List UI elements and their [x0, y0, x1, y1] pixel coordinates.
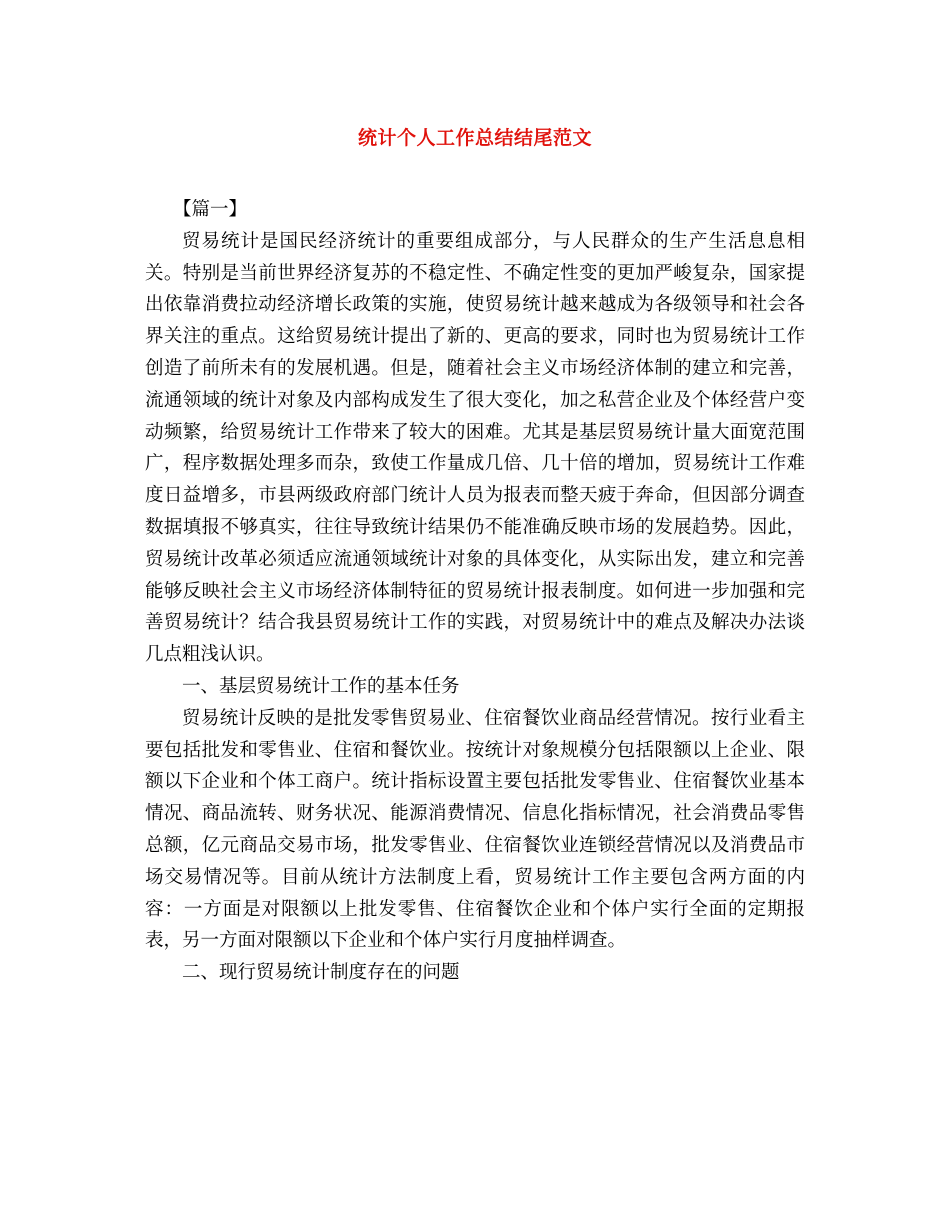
paragraph-basic-tasks: 贸易统计反映的是批发零售贸易业、住宿餐饮业商品经营情况。按行业看主要包括批发和零售业、住宿和餐饮业。按统计对象规模分包括限额以上企业、限额以下企业和个体工商户。统计指标设置主要包括批发零售业、住宿餐饮业基本情况、商品流转、财务状况、能源消费情况、信息化指标情况，社会消费品零售总额，亿元商品交易市场，批发零售业、住宿餐饮业连锁经营情况以及消费品市场交易情况等。目前从统计方法制度上看，贸易统计工作主要包含两方面的内容：一方面是对限额以上批发零售、住宿餐饮企业和个体户实行全面的定期报表，另一方面对限额以下企业和个体户实行月度抽样调查。 — [145, 707, 805, 952]
document-body — [145, 194, 805, 989]
heading-1: 一、基层贸易统计工作的基本任务 — [182, 675, 460, 697]
paragraph-intro: 贸易统计是国民经济统计的重要组成部分，与人民群众的生产生活息息相关。特别是当前世界经济复苏的不稳定性、不确定性变的更加严峻复杂，国家提出依靠消费拉动经济增长政策的实施，使贸易统计越来越成为各级领导和社会各界关注的重点。这给贸易统计提出了新的、更高的要求，同时也为贸易统计工作创造了前所未有的发展机遇。但是，随着社会主义市场经济体制的建立和完善，流通领域的统计对象及内部构成发生了很大变化，加之私营企业及个体经营户变动频繁，给贸易统计工作带来了较大的困难。尤其是基层贸易统计量大面宽范围广，程序数据处理多而杂，致使工作量成几倍、几十倍的增加，贸易统计工作难度日益增多，市县两级政府部门统计人员为报表而整天疲于奔命，但因部分调查数据填报不够真实，往往导致统计结果仍不能准确反映市场的发展趋势。因此，贸易统计改革必须适应流通领域统计对象的具体变化，从实际出发，建立和完善能够反映社会主义市场经济体制特征的贸易统计报表制度。如何进一步加强和完善贸易统计？结合我县贸易统计工作的实践，对贸易统计中的难点及解决办法谈几点粗浅认识。 — [145, 230, 805, 666]
heading-2: 二、现行贸易统计制度存在的问题 — [182, 962, 460, 984]
section-label: 【篇一】 — [173, 199, 248, 220]
document-title: 统计个人工作总结结尾范文 — [357, 127, 592, 149]
